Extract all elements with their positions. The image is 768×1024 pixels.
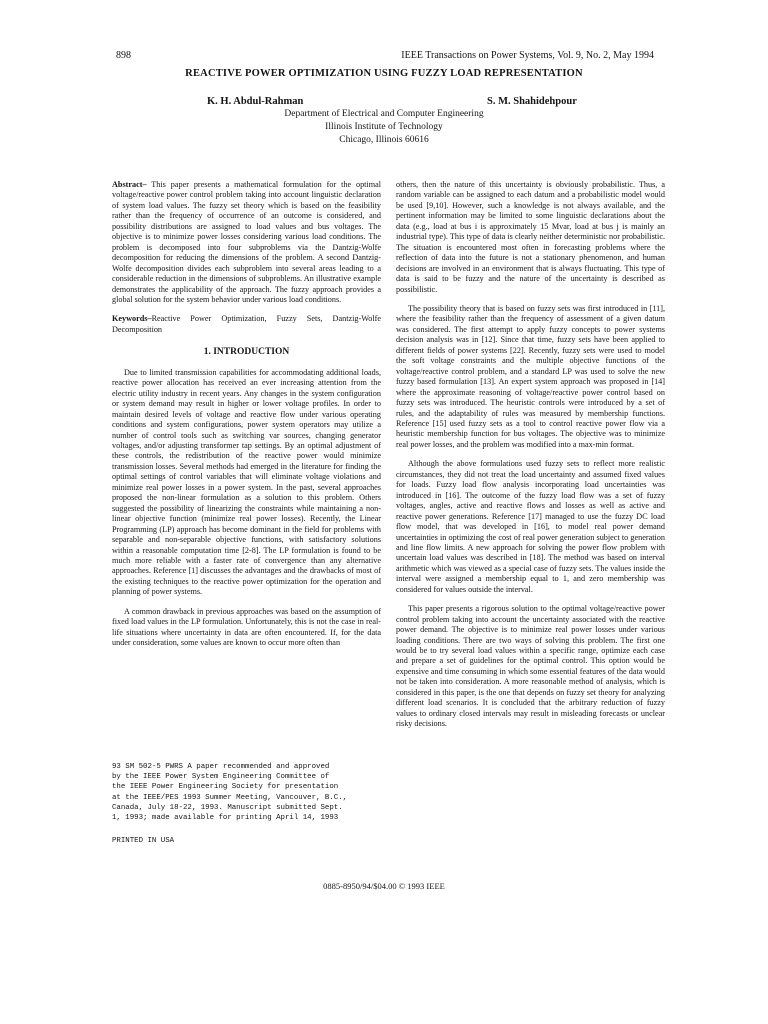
journal-header: IEEE Transactions on Power Systems, Vol. 9, No. 2, May 1994 [401,50,654,61]
printed-in-usa: PRINTED IN USA [112,837,175,845]
page-number: 898 [116,50,131,61]
right-paragraph-4: This paper presents a rigorous solution to the optimal voltage/reactive power control problem taking into account the uncertainty associated with the reactive power demand. The objective is to minimize real power losses under various loading conditions. There are two ways of solving this problem. The first one would be to try several load values within a specific range, optimize each case and prepare a set of guidelines for the optimal control. This option would be expensive and time consuming in which some essential features of the data would not be taken into consideration. A more reasonable method of analysis, which is considered in this paper, is the one that depends on fuzzy set theory for analyzing different load scenarios. It is concluded that the arbitrary reduction of fuzzy values to ordinary closed intervals may result in misleading forecasts or unclear risky decisions. [396,604,665,729]
author-2: S. M. Shahidehpour [487,96,577,107]
intro-paragraph-1: Due to limited transmission capabilities for accommodating additional loads, reactive power allocation has received an ever increasing attention from the electric utility industry in recent years. Any changes in the system configuration or system demand may result in higher or lower voltage profiles. In order to maintain desired levels of voltage and reactive flow under various operating conditions and system configurations, power system operators may utilize a number of control tools such as switching var sources, changing generator voltages, and/or adjusting transformer tap settings. By an optimal adjustment of these controls, the redistribution of the reactive power would minimize transmission losses. Several methods had emerged in the literature for finding the optimal settings of control variables that will eliminate voltage violations and minimize real power losses in a power system. In the past, several approaches proposed the non-linear formulation as a solution to this problem. Others suggested the possibility of linearizing the constraints while maintaining a non-linear objective function (minimize real power losses). Recently, the Linear Programming (LP) approach has become dominant in the field for problems with separable and non-separable objective functions, with satisfactory solutions within a reasonable computation time [2-8]. The LP formulation is found to be much more reliable with a faster rate of convergence than any alternative approaches. Reference [1] discusses the advantages and the drawbacks of most of the existing techniques to the reactive power optimization for the operation and planning of power systems. [112,367,381,597]
paper-title: REACTIVE POWER OPTIMIZATION USING FUZZY LOAD REPRESENTATION [185,68,583,79]
affiliation-department: Department of Electrical and Computer Engineering [284,109,484,119]
affiliation-institute: Illinois Institute of Technology [325,122,443,132]
intro-paragraph-2: A common drawback in previous approaches was based on the assumption of fixed load values in the LP formulation. Unfortunately, this is not the case in real-life situations where uncertainty in data are often encountered. If, for the data under consideration, some values are known to occur more often than [112,606,381,648]
affiliation-city: Chicago, Illinois 60616 [339,135,429,145]
abstract [112,180,381,305]
abstract-label: Abstract– [112,180,147,189]
abstract-text: This paper presents a mathematical formulation for the optimal voltage/reactive power control problem taking into account linguistic declaration of system load values. The fuzzy set theory which is based on the feasibility rather than the frequency of occurrence of an outcome is considered, and possibility distributions are assigned to load values and bus voltages. The objective is to minimize power losses considering various load conditions. The problem is decomposed into four subproblems via the Dantzig-Wolfe decomposition for reducing the dimensions of the problem. A second Dantzig-Wolfe decomposition divides each subproblem into several areas leading to a considerable reduction in the dimensions of subproblems. An illustrative example demonstrates the applicability of the approach. The fuzzy approach provides a global solution for the system behavior under various load conditions. [112,180,381,304]
section-heading-introduction: 1. INTRODUCTION [203,347,290,358]
left-column [112,180,381,649]
author-1: K. H. Abdul-Rahman [207,96,304,107]
footnote: 93 SM 502-5 PWRS A paper recommended and approved by the IEEE Power System Engineering Committee of the IEEE Power Engineering Society for presentation at the IEEE/PES 1993 Summer Meeting, Vancouver, B.C., Canada, July 18-22, 1993. Manuscript submitted Sept. 1, 1993; made available for printing April 14, 1993 [112,763,348,823]
right-column [396,180,665,730]
right-paragraph-3: Although the above formulations used fuzzy sets to reflect more realistic circumstances, they did not treat the load uncertainty and assumed fixed values for loads. Fuzzy load flow analysis incorporating load uncertainties was introduced in [16]. The outcome of the fuzzy load flow was a set of fuzzy voltages, angles, active and reactive flows and losses as well as active and reactive power generations. Reference [17] managed to use the fuzzy DC load flow model, that was developed in [16], to model real power demand uncertainties in optimizing the cost of real power generation subject to generation and line flow limits. A new approach for solving the power flow problem with uncertain load values was described in [18]. The method was based on interval arithmetic which was viewed as a special case of fuzzy sets. The values inside the interval were assigned a membership equal to 1, and zero membership was considered for values outside the interval. [396,459,665,594]
keywords-text: Reactive Power Optimization, Fuzzy Sets, Dantzig-Wolfe Decomposition [112,314,381,334]
keywords-label: Keywords– [112,314,152,324]
keywords [112,314,381,335]
copyright-line: 0885-8950/94/$04.00 © 1993 IEEE [323,881,445,891]
right-paragraph-2: The possibility theory that is based on fuzzy sets was first introduced in [11], where the feasibility rather than the frequency of assessment of a given datum was considered. The first attempt to apply fuzzy concepts to power systems decision analysis was in [12]. Since that time, fuzzy sets have been applied to different fields of power systems [22]. Recently, fuzzy sets were used to model the soft voltage constraints and the multiple objective functions of the voltage/reactive control problem, and a standard LP was used to solve the new fuzzy based formulation [13]. An expert system approach was proposed in [14] where the approximate reasoning of voltage/reactive power control based on fuzzy sets was introduced. The heuristic controls were introduced by a set of rules, and the adaptability of rules was measured by membership functions. Reference [15] used fuzzy sets as a tool to control reactive power flow via a heuristic membership function for bus voltages. The objective was to minimize real power losses, and the problem was modified into a max-min format. [396,303,665,449]
right-paragraph-1: others, then the nature of this uncertainty is obviously probabilistic. Thus, a random variable can be assigned to each datum and a probabilistic model would be used [9,10]. However, such a knowledge is not always available, and the pertinent information may be limited to some linguistic declarations about the data (e.g., load at bus i is approximately 15 Mvar, load at bus j is mainly an industrial type). This type of data is clearly neither deterministic nor probabilistic. The situation is encountered most often in forecasting problems where the reflection of data into the future is not a stationary phenomenon, and human decisions are involved in an environment that is always fluctuating. This type of data is said to be fuzzy and the nature of the uncertainty is described as possibilistic. [396,180,665,294]
